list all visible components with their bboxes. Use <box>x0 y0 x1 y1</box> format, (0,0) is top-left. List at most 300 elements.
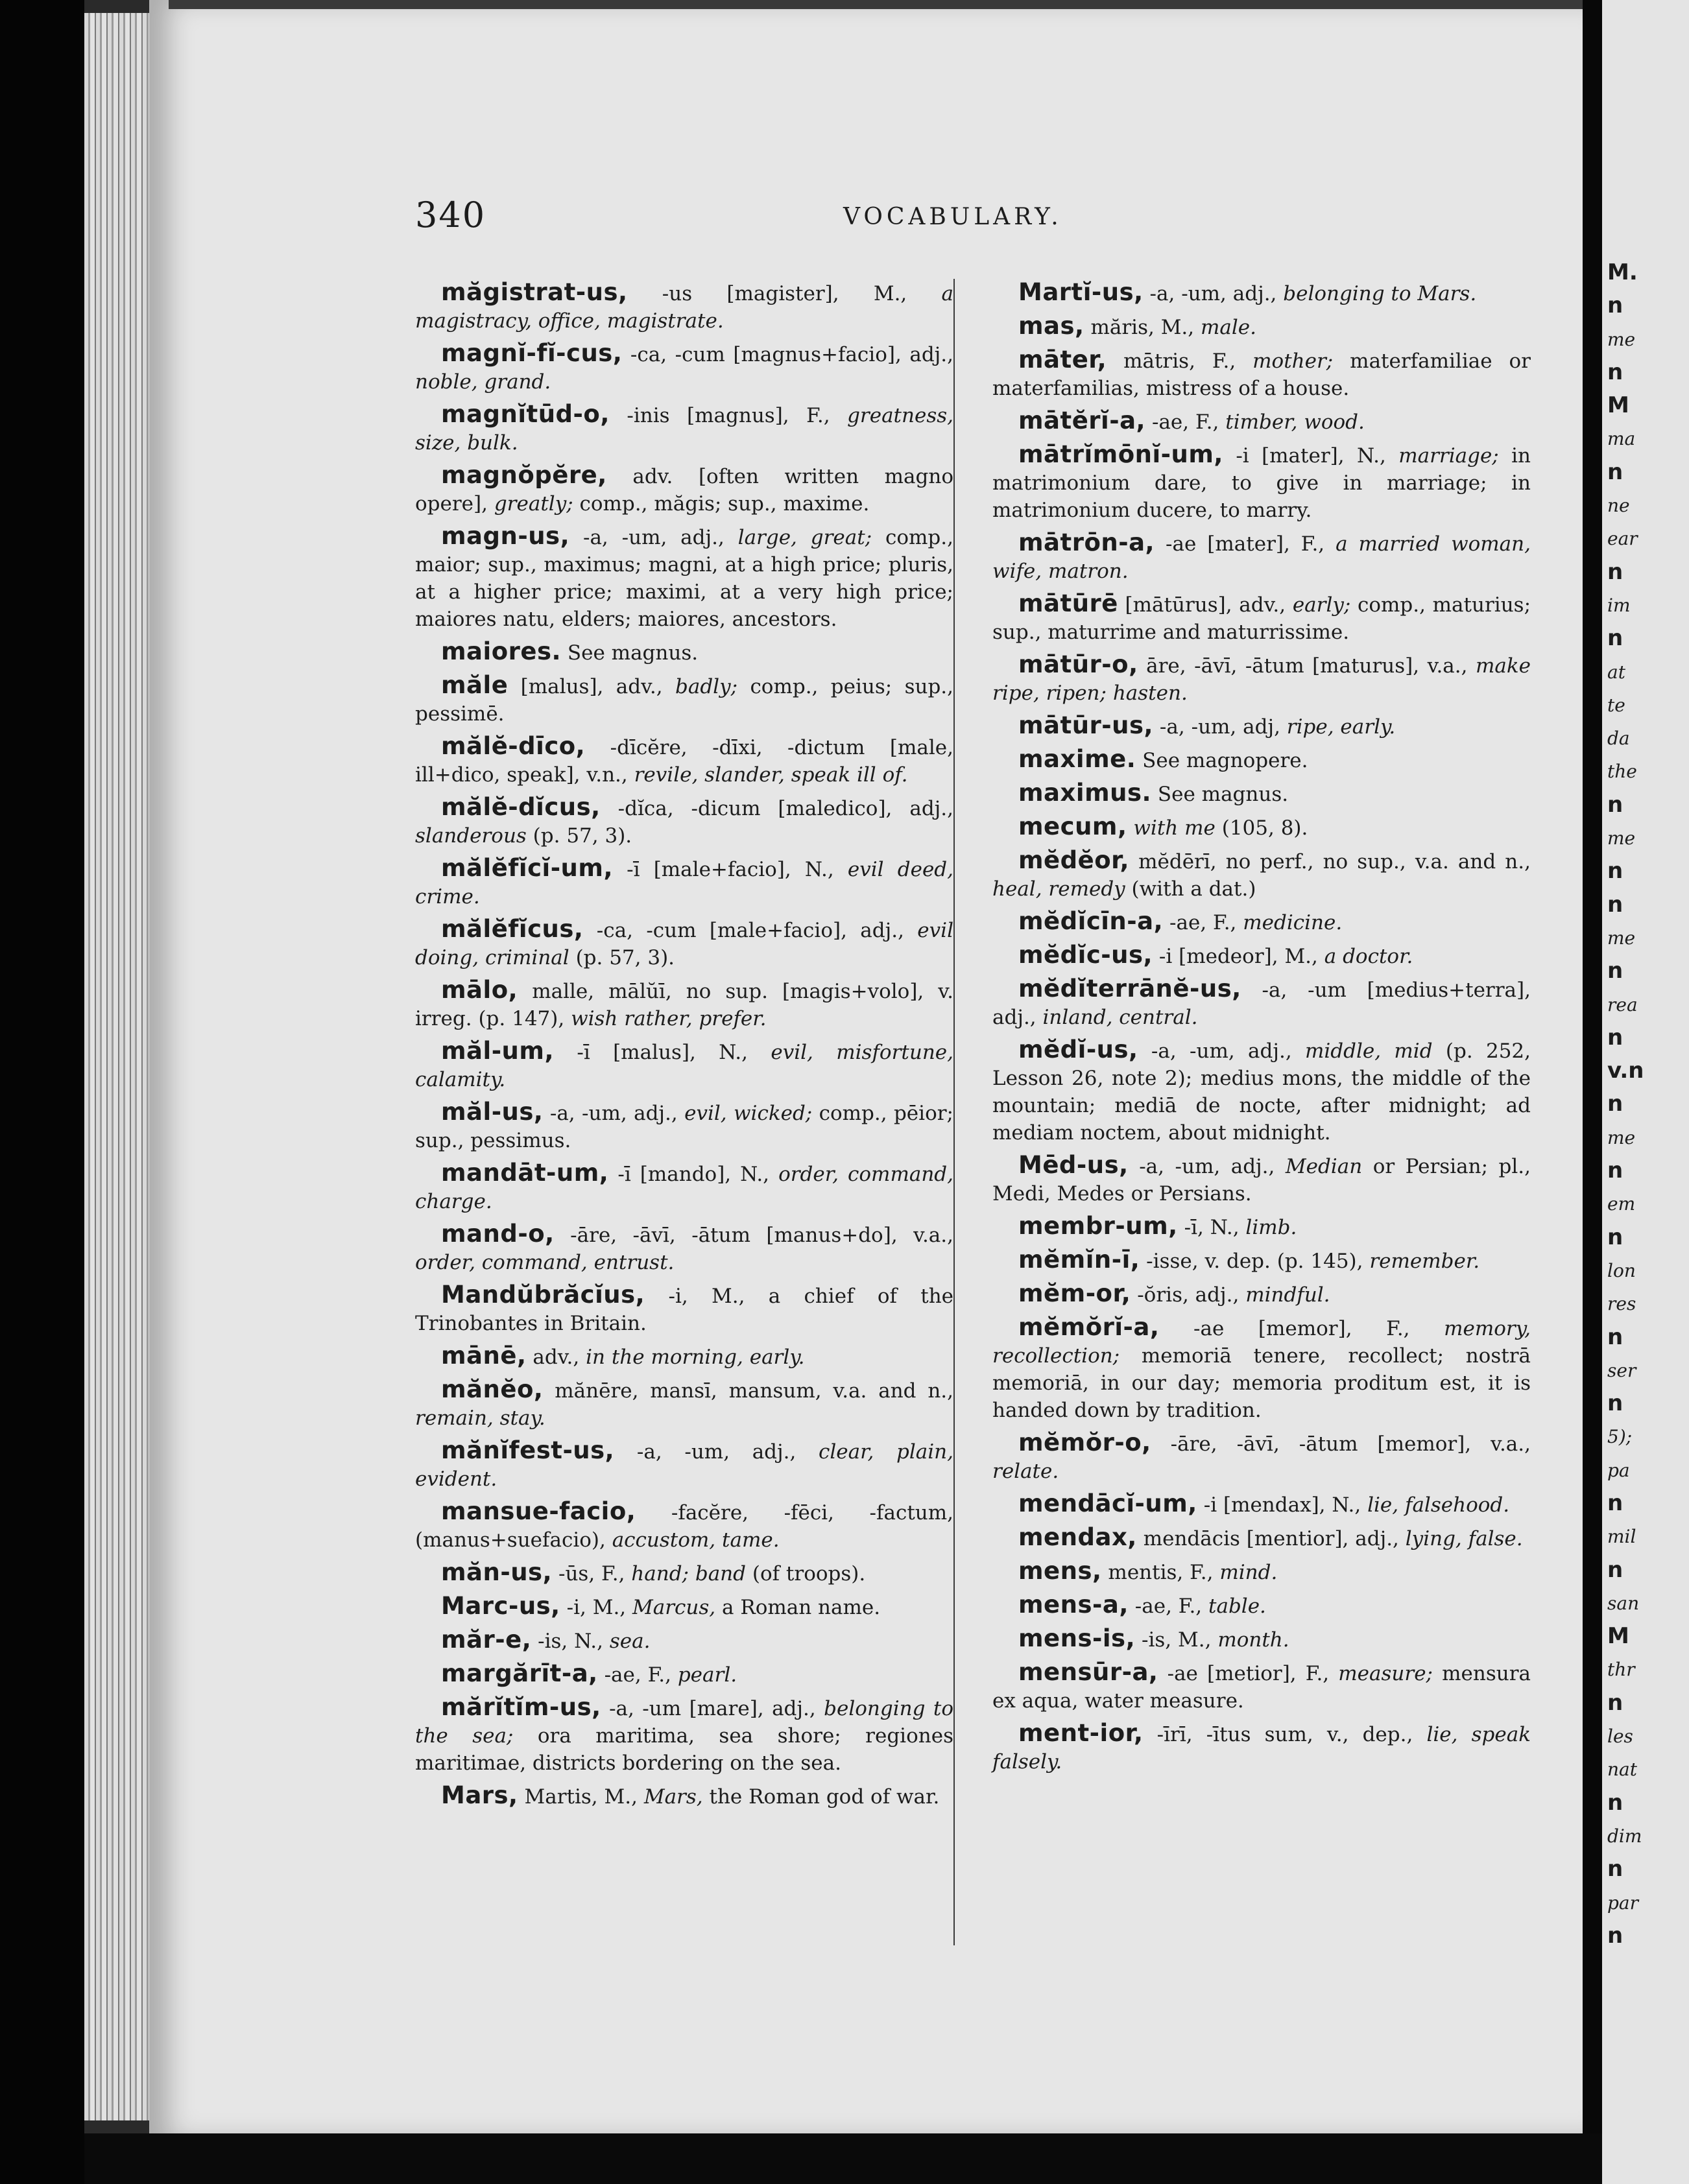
dictionary-entry <box>415 916 953 971</box>
entry-definition: greatly; <box>494 492 580 516</box>
entry-grammar: mentis, F., <box>1101 1561 1220 1584</box>
book-gutter <box>1583 0 1602 2184</box>
dictionary-entry <box>992 407 1531 436</box>
entry-grammar: See magnus. <box>1151 783 1289 806</box>
entry-grammar: -i [mendax], N., <box>1197 1493 1368 1517</box>
facing-page-fragment: n <box>1607 558 1623 585</box>
dictionary-entry <box>992 1152 1531 1207</box>
column-divider <box>953 279 955 1945</box>
entry-notes: in matrimonium dare, to give in marriage; in matrimonium ducere, to marry. <box>992 444 1531 522</box>
entry-grammar: -ae [metior], F., <box>1158 1662 1339 1685</box>
entry-grammar: -is, N., <box>531 1630 610 1653</box>
facing-page-fragment: mil <box>1607 1526 1636 1548</box>
entry-definition: revile, slander, speak ill of. <box>634 763 908 787</box>
dictionary-entry <box>415 401 953 457</box>
entry-headword: mălĕfĭcĭ-um, <box>441 854 613 882</box>
facing-page-fragment: the <box>1607 761 1637 783</box>
entry-grammar: See magnopere. <box>1136 749 1308 772</box>
entry-grammar: -i, M., <box>560 1596 633 1619</box>
entry-grammar: măris, M., <box>1084 316 1201 339</box>
entry-grammar: -ae [mater], F., <box>1155 532 1336 556</box>
facing-page-fragment: da <box>1607 728 1630 750</box>
entry-definition: a married woman, wife, matron. <box>992 532 1531 583</box>
dictionary-entry <box>992 590 1531 646</box>
facing-page-fragment: par <box>1607 1892 1639 1914</box>
facing-page-fragment: n <box>1607 1024 1623 1050</box>
dictionary-entry <box>415 1376 953 1432</box>
entry-definition: timber, wood. <box>1225 410 1365 434</box>
entry-grammar: -dĭca, -dicum [maledico], adj., <box>600 797 953 820</box>
dictionary-entry <box>992 779 1531 808</box>
entry-grammar: -ūs, F., <box>552 1562 632 1585</box>
entry-grammar: -īrī, -ītus sum, v., dep., <box>1143 1723 1427 1746</box>
entry-headword: magnĭ-fĭ-cus, <box>441 339 623 367</box>
facing-page-fragment: im <box>1607 594 1631 616</box>
facing-page-fragment: me <box>1607 927 1636 949</box>
entry-grammar: -ī, N., <box>1177 1216 1246 1239</box>
entry-headword: mand-o, <box>441 1220 555 1248</box>
entry-headword: mĕmĭn-ī, <box>1018 1246 1140 1274</box>
facing-page-fragment: M. <box>1607 259 1638 285</box>
entry-notes: (with a dat.) <box>1131 877 1256 901</box>
dictionary-entry <box>415 1098 953 1154</box>
entry-notes: (of troops). <box>752 1562 866 1585</box>
entry-definition: large, great; <box>737 526 886 549</box>
entry-definition: evil, misfortune, calamity. <box>415 1041 953 1091</box>
entry-headword: măl-us, <box>441 1098 544 1126</box>
entry-headword: Martĭ-us, <box>1018 278 1144 306</box>
dictionary-entry <box>992 279 1531 307</box>
entry-grammar: adv. [often written magno opere], <box>415 465 953 516</box>
entry-headword: mĕdĕor, <box>1018 846 1130 874</box>
entry-headword: maxime. <box>1018 745 1136 773</box>
scan-bottom-border <box>84 2133 1602 2184</box>
dictionary-entry <box>992 746 1531 774</box>
entry-definition: Marcus, <box>632 1596 723 1619</box>
entry-headword: Marc-us, <box>441 1592 560 1620</box>
header-title: VOCABULARY. <box>843 204 1062 230</box>
dictionary-entry <box>992 1659 1531 1715</box>
entry-definition: lie, speak falsely. <box>992 1723 1531 1774</box>
facing-page-fragment: em <box>1607 1193 1636 1215</box>
entry-headword: mĕm-or, <box>1018 1279 1131 1307</box>
entry-definition: lying, false. <box>1405 1527 1523 1550</box>
entry-headword: maiores. <box>441 637 562 665</box>
entry-definition: ripe, early. <box>1286 715 1396 739</box>
facing-page-fragment: M <box>1607 1623 1629 1650</box>
entry-definition: heal, remedy <box>992 877 1132 901</box>
entry-headword: maximus. <box>1018 779 1152 807</box>
entry-grammar: adv., <box>526 1346 586 1369</box>
dictionary-entry <box>992 1591 1531 1620</box>
dictionary-entry <box>415 1660 953 1689</box>
entry-definition: order, command, charge. <box>415 1163 953 1213</box>
entry-grammar: -dīcĕre, -dīxi, -dictum [male, ill+dico, speak], v.n., <box>415 736 953 787</box>
dictionary-entry <box>415 1782 953 1810</box>
entry-headword: mĕdĭ-us, <box>1018 1036 1138 1063</box>
facing-page-fragment: n <box>1607 625 1623 652</box>
entry-grammar: -i, M., a chief of the Trinobantes in Britain. <box>415 1285 953 1335</box>
entry-headword: mălĕfĭcus, <box>441 915 584 943</box>
facing-page-fragment: n <box>1607 958 1623 984</box>
dictionary-entry <box>415 1159 953 1215</box>
facing-page-fragment: res <box>1607 1293 1636 1315</box>
entry-grammar: -ŏris, adj., <box>1131 1283 1246 1307</box>
facing-page-fragment: n <box>1607 359 1623 385</box>
entry-definition: limb. <box>1245 1216 1297 1239</box>
facing-page-fragment: me <box>1607 1126 1636 1148</box>
facing-page-fragment: n <box>1607 1224 1623 1250</box>
entry-headword: magnŏpĕre, <box>441 461 607 489</box>
dictionary-entry <box>415 794 953 849</box>
entry-grammar: -ae, F., <box>597 1663 678 1687</box>
entry-notes: mensura ex aqua, water measure. <box>992 1662 1531 1713</box>
entry-notes: comp., maturius; sup., maturrime and maturrissime. <box>992 593 1531 644</box>
dictionary-entry <box>992 1524 1531 1552</box>
facing-page-fragment: v.n <box>1607 1058 1644 1084</box>
entry-definition: a magistracy, office, magistrate. <box>415 282 953 333</box>
entry-headword: mas, <box>1018 312 1084 340</box>
entry-grammar: -facĕre, -fēci, -factum, (manus+suefacio), <box>415 1501 953 1552</box>
entry-definition: clear, plain, evident. <box>415 1440 953 1491</box>
entry-grammar: [malus], adv., <box>508 675 676 698</box>
entry-notes: memoriā tenere, recollect; nostrā memoriā, in our day; memoria proditum est, it is handed down by tradition. <box>992 1344 1531 1422</box>
entry-definition: slanderous <box>415 824 533 848</box>
entry-headword: mātūr-o, <box>1018 650 1138 678</box>
dictionary-entry <box>992 942 1531 970</box>
entry-grammar: -i [medeor], M., <box>1153 945 1324 968</box>
entry-headword: mandāt-um, <box>441 1159 609 1187</box>
entry-headword: mātūrē <box>1018 589 1118 617</box>
entry-headword: mĕdĭterrānĕ-us, <box>1018 975 1241 1003</box>
entry-grammar: -āre, -āvī, -ātum [memor], v.a., <box>1151 1432 1531 1456</box>
dictionary-entry <box>992 346 1531 402</box>
dictionary-entry <box>415 855 953 910</box>
page-top-edge <box>169 0 1596 9</box>
entry-definition: month. <box>1217 1628 1289 1652</box>
entry-headword: mălĕ-dīco, <box>441 732 586 760</box>
facing-page <box>1602 0 1689 2184</box>
entry-definition: with me <box>1133 816 1222 840</box>
entry-headword: mendax, <box>1018 1523 1137 1551</box>
left-column <box>415 279 953 1816</box>
entry-headword: magn-us, <box>441 522 570 550</box>
dictionary-entry <box>415 1498 953 1554</box>
facing-page-fragment: n <box>1607 292 1623 319</box>
entry-definition: sea. <box>609 1630 651 1653</box>
dictionary-entry <box>992 1246 1531 1275</box>
dictionary-entry <box>992 1429 1531 1485</box>
entry-headword: mens-is, <box>1018 1624 1136 1652</box>
entry-headword: mens, <box>1018 1557 1102 1585</box>
facing-page-text <box>1607 256 1685 1953</box>
entry-headword: mātrĭmōnĭ-um, <box>1018 440 1223 468</box>
entry-grammar: -a, -um, adj., <box>614 1440 819 1464</box>
dictionary-entry <box>992 651 1531 707</box>
entry-grammar: -a, -um, adj., <box>1128 1155 1286 1178</box>
facing-page-fragment: rea <box>1607 993 1638 1015</box>
dictionary-entry <box>992 441 1531 524</box>
facing-page-fragment: me <box>1607 827 1636 849</box>
facing-page-fragment: n <box>1607 458 1623 485</box>
entry-grammar: -ca, -cum [male+facio], adj., <box>583 919 918 942</box>
dictionary-entry <box>992 712 1531 741</box>
entry-definition: Mars, <box>643 1785 710 1809</box>
dictionary-entry <box>992 1280 1531 1309</box>
entry-grammar: mĕdērī, no perf., no sup., v.a. and n., <box>1129 850 1531 873</box>
entry-grammar: -i [mater], N., <box>1223 444 1399 468</box>
entry-headword: mănĭfest-us, <box>441 1436 615 1464</box>
entry-definition: marriage; <box>1398 444 1512 468</box>
entry-headword: margărīt-a, <box>441 1659 598 1687</box>
dictionary-entry <box>992 1490 1531 1519</box>
entry-grammar: mātris, F., <box>1107 350 1253 373</box>
entry-headword: mātĕrĭ-a, <box>1018 407 1146 434</box>
entry-grammar: -a, -um, adj., <box>1138 1039 1305 1063</box>
entry-notes: comp., măgis; sup., maxime. <box>579 492 870 516</box>
dictionary-entry <box>415 1559 953 1587</box>
entry-definition: relate. <box>992 1460 1059 1483</box>
entry-definition: hand; band <box>631 1562 752 1585</box>
entry-headword: mensūr-a, <box>1018 1658 1158 1686</box>
entry-headword: mărĭtĭm-us, <box>441 1693 601 1721</box>
entry-notes: comp., pēior; sup., pessimus. <box>415 1102 953 1152</box>
right-column <box>992 279 1531 1781</box>
entry-notes: comp., maior; sup., maximus; magni, at a high price; pluris, at a higher price; maximi, at a very high price; maiores natu, elders; maiores, ancestors. <box>415 526 953 631</box>
facing-page-fragment: ne <box>1607 495 1630 517</box>
entry-grammar: -ī [male+facio], N., <box>613 858 848 881</box>
entry-definition: noble, grand. <box>415 370 551 394</box>
entry-grammar: Martis, M., <box>518 1785 644 1809</box>
entry-definition: medicine. <box>1243 911 1343 934</box>
facing-page-fragment: n <box>1607 1856 1623 1882</box>
entry-definition: Median <box>1285 1155 1373 1178</box>
entry-notes: ora maritima, sea shore; regiones maritimae, districts bordering on the sea. <box>415 1724 953 1775</box>
dictionary-entry <box>415 1694 953 1777</box>
entry-headword: mĕmŏr-o, <box>1018 1429 1151 1456</box>
entry-headword: mātrōn-a, <box>1018 528 1155 556</box>
entry-grammar: -isse, v. dep. (p. 145), <box>1140 1250 1370 1273</box>
facing-page-fragment: te <box>1607 694 1625 716</box>
dictionary-entry <box>415 462 953 517</box>
facing-page-fragment: ser <box>1607 1359 1636 1381</box>
entry-grammar: See magnus. <box>561 641 699 665</box>
entry-definition: evil deed, crime. <box>415 858 953 908</box>
entry-definition: mother; <box>1252 350 1350 373</box>
entry-definition: inland, central. <box>1042 1006 1198 1029</box>
entry-grammar: -ae, F., <box>1163 911 1243 934</box>
entry-definition: table. <box>1208 1595 1266 1618</box>
entry-definition: remain, stay. <box>415 1407 545 1430</box>
dictionary-entry <box>415 340 953 396</box>
dictionary-entry <box>992 1036 1531 1146</box>
entry-notes: (p. 57, 3). <box>575 946 675 969</box>
dictionary-entry <box>415 1281 953 1337</box>
entry-headword: mens-a, <box>1018 1591 1129 1619</box>
entry-grammar <box>1127 816 1134 840</box>
entry-grammar: -a, -um, adj., <box>543 1102 685 1125</box>
dictionary-entry <box>415 672 953 728</box>
entry-headword: mālo, <box>441 976 518 1004</box>
facing-page-fragment: n <box>1607 791 1623 818</box>
dictionary-entry <box>415 638 953 667</box>
entry-definition: male. <box>1201 316 1256 339</box>
dictionary-entry <box>415 1593 953 1621</box>
entry-grammar: -āre, -āvī, -ātum [manus+do], v.a., <box>554 1224 953 1247</box>
entry-notes: a Roman name. <box>722 1596 881 1619</box>
running-head <box>415 195 1518 246</box>
entry-headword: membr-um, <box>1018 1212 1178 1240</box>
entry-grammar: -ī [malus], N., <box>554 1041 771 1064</box>
entry-grammar: -a, -um, adj., <box>569 526 738 549</box>
entry-grammar: -ca, -cum [magnus+facio], adj., <box>622 343 953 366</box>
entry-grammar: -ae, F., <box>1145 410 1226 434</box>
facing-page-fragment: les <box>1607 1726 1633 1748</box>
entry-headword: magnĭtūd-o, <box>441 400 610 428</box>
entry-definition: in the morning, early. <box>586 1346 805 1369</box>
facing-page-fragment: thr <box>1607 1659 1635 1681</box>
entry-grammar: malle, mālŭī, no sup. [magis+volo], v. irreg. (p. 147), <box>415 980 953 1030</box>
facing-page-fragment: ma <box>1607 428 1636 450</box>
facing-page-fragment: n <box>1607 1390 1623 1417</box>
entry-headword: măle <box>441 671 509 699</box>
dictionary-entry <box>415 977 953 1032</box>
entry-headword: Mars, <box>441 1781 518 1809</box>
entry-grammar: -ae [memor], F., <box>1159 1317 1444 1340</box>
entry-grammar: -us [magister], M., <box>627 282 942 305</box>
facing-page-fragment: n <box>1607 1157 1623 1184</box>
facing-page-fragment: n <box>1607 1323 1623 1350</box>
dictionary-entry <box>415 1220 953 1276</box>
facing-page-fragment: n <box>1607 891 1623 918</box>
entry-grammar: mendācis [mentior], adj., <box>1136 1527 1406 1550</box>
entry-grammar: āre, -āvī, -ātum [maturus], v.a., <box>1138 654 1476 678</box>
entry-definition: badly; <box>675 675 750 698</box>
entry-headword: mălĕ-dĭcus, <box>441 793 601 821</box>
entry-grammar: mănēre, mansī, mansum, v.a. and n., <box>543 1379 953 1403</box>
facing-page-fragment: dim <box>1607 1825 1642 1847</box>
entry-grammar: -a, -um [mare], adj., <box>601 1697 824 1720</box>
dictionary-entry <box>415 523 953 633</box>
entry-headword: măl-um, <box>441 1037 555 1065</box>
entry-definition: remember. <box>1369 1250 1480 1273</box>
dictionary-entry <box>415 1038 953 1093</box>
dictionary-entry <box>992 1314 1531 1424</box>
entry-headword: mănĕo, <box>441 1375 544 1403</box>
dictionary-entry <box>992 908 1531 936</box>
dictionary-entry <box>992 847 1531 903</box>
dictionary-entry <box>992 313 1531 341</box>
entry-definition: accustom, tame. <box>612 1528 780 1552</box>
facing-page-fragment: n <box>1607 1922 1623 1949</box>
dictionary-entry <box>992 529 1531 585</box>
facing-page-fragment: n <box>1607 1556 1623 1583</box>
facing-page-fragment: n <box>1607 858 1623 884</box>
dictionary-entry <box>992 1625 1531 1654</box>
facing-page-fragment: at <box>1607 661 1625 683</box>
entry-headword: Mēd-us, <box>1018 1151 1129 1179</box>
entry-definition: make ripe, ripen; hasten. <box>992 654 1531 705</box>
entry-definition: greatness, size, bulk. <box>415 404 953 455</box>
entry-definition: mind. <box>1219 1561 1278 1584</box>
facing-page-fragment: n <box>1607 1789 1623 1816</box>
dictionary-entry <box>992 1720 1531 1775</box>
dictionary-entry <box>415 1437 953 1493</box>
entry-grammar: -ī [mando], N., <box>608 1163 779 1186</box>
facing-page-fragment: M <box>1607 392 1629 419</box>
entry-definition: evil doing, criminal <box>415 919 953 969</box>
entry-headword: mĕmŏrĭ-a, <box>1018 1313 1160 1341</box>
entry-headword: măn-us, <box>441 1558 553 1586</box>
scan-border <box>0 0 84 2184</box>
entry-definition: mindful. <box>1245 1283 1330 1307</box>
facing-page-fragment: n <box>1607 1490 1623 1516</box>
dictionary-entry <box>992 1558 1531 1586</box>
dictionary-entry <box>415 279 953 335</box>
entry-headword: mendācĭ-um, <box>1018 1490 1197 1517</box>
dictionary-entry <box>992 813 1531 842</box>
dictionary-entry <box>415 1342 953 1371</box>
entry-headword: mĕdĭc-us, <box>1018 941 1153 969</box>
entry-definition: order, command, entrust. <box>415 1251 675 1274</box>
facing-page-fragment: san <box>1607 1592 1640 1614</box>
entry-grammar: -a, -um, adj, <box>1153 715 1287 739</box>
entry-grammar: [mātūrus], adv., <box>1118 593 1293 617</box>
facing-page-fragment: nat <box>1607 1759 1637 1781</box>
entry-headword: mansue-facio, <box>441 1497 636 1525</box>
entry-grammar: -a, -um, adj., <box>1143 282 1284 305</box>
facing-page-fragment: 5); <box>1607 1426 1633 1448</box>
facing-page-fragment: ear <box>1607 528 1638 550</box>
entry-notes: comp., peius; sup., pessimē. <box>415 675 954 726</box>
entry-definition: middle, mid <box>1304 1039 1446 1063</box>
entry-headword: Mandŭbrăcĭus, <box>441 1281 645 1309</box>
dictionary-entry <box>415 733 953 789</box>
entry-grammar: -a, -um [medius+terra], adj., <box>992 979 1531 1029</box>
facing-page-fragment: me <box>1607 328 1636 350</box>
entry-definition: a doctor. <box>1324 945 1413 968</box>
entry-grammar: -inis [magnus], F., <box>609 404 848 427</box>
entry-definition: belonging to the sea; <box>415 1697 954 1748</box>
facing-page-fragment: pa <box>1607 1459 1630 1481</box>
entry-headword: măgistrat-us, <box>441 278 628 306</box>
entry-definition: memory, recollection; <box>992 1317 1531 1368</box>
facing-page-fragment: n <box>1607 1689 1623 1716</box>
dictionary-entry <box>992 975 1531 1031</box>
entry-grammar: -ae, F., <box>1128 1595 1209 1618</box>
entry-headword: mānē, <box>441 1342 527 1370</box>
entry-headword: māter, <box>1018 346 1107 374</box>
dictionary-entry <box>992 1213 1531 1241</box>
entry-notes: (p. 57, 3). <box>533 824 632 848</box>
entry-definition: measure; <box>1338 1662 1443 1685</box>
entry-headword: mecum, <box>1018 813 1127 840</box>
entry-definition: pearl. <box>677 1663 737 1687</box>
facing-page-fragment: n <box>1607 1091 1623 1117</box>
entry-definition: wish rather, prefer. <box>571 1007 767 1030</box>
dictionary-entry <box>415 1626 953 1655</box>
entry-definition: early; <box>1292 593 1358 617</box>
entry-notes: (p. 252, Lesson 26, note 2); medius mons, the middle of the mountain; mediā de nocte, after midnight; ad mediam noctem, about midnight. <box>992 1039 1531 1145</box>
entry-grammar: -is, M., <box>1135 1628 1218 1652</box>
entry-headword: măr-e, <box>441 1626 532 1654</box>
entry-notes: the Roman god of war. <box>709 1785 940 1809</box>
entry-notes: or Persian; pl., Medi, Medes or Persians. <box>992 1155 1531 1205</box>
entry-definition: evil, wicked; <box>684 1102 819 1125</box>
entry-headword: ment-ior, <box>1018 1719 1144 1747</box>
entry-headword: mĕdĭcīn-a, <box>1018 907 1164 935</box>
entry-definition: lie, falsehood. <box>1367 1493 1510 1517</box>
